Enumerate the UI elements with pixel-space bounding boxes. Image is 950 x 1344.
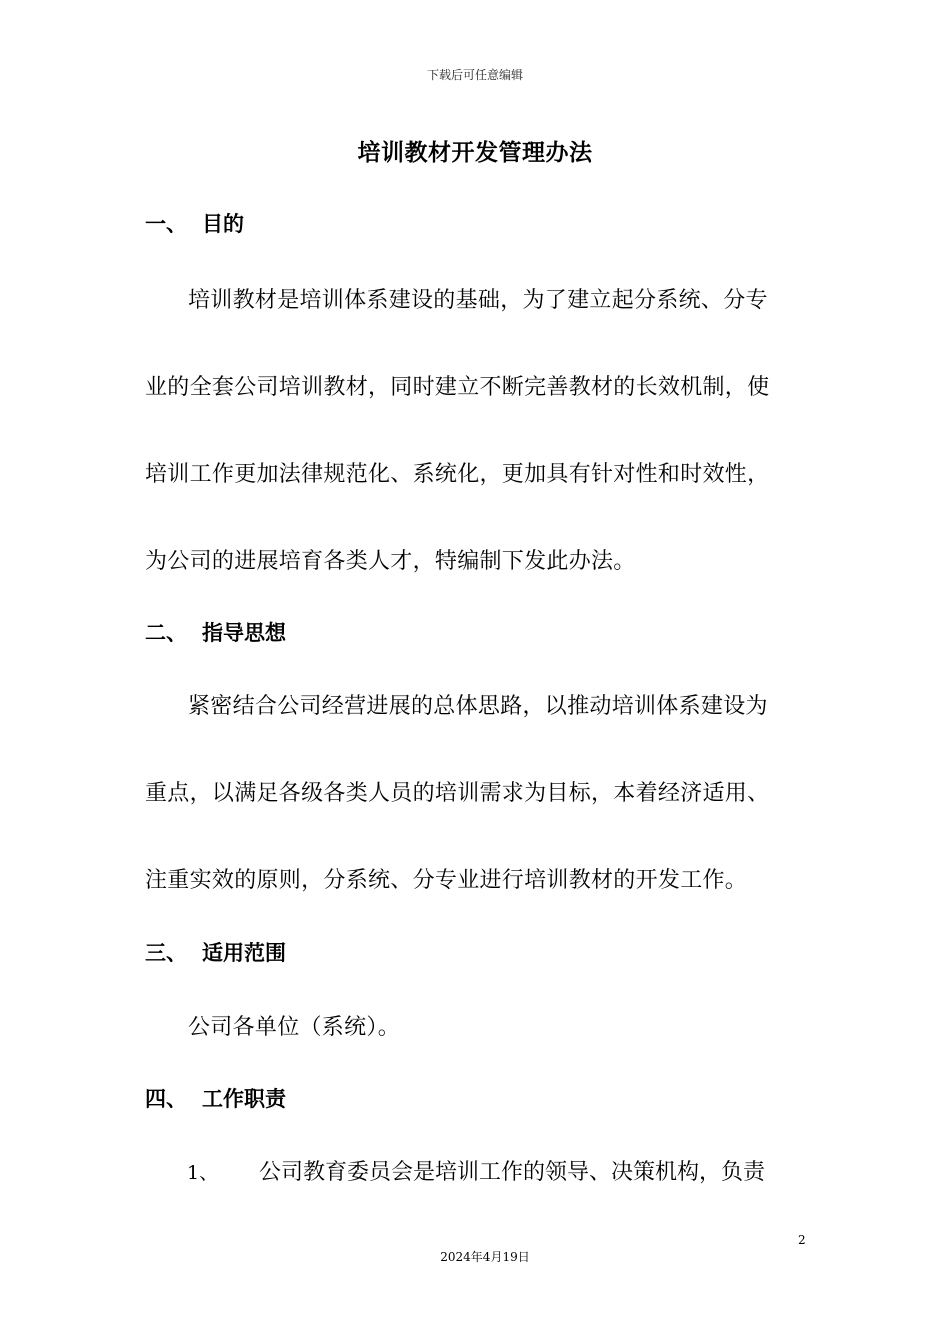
paragraph-line: 业的全套公司培训教材，同时建立不断完善教材的长效机制，使 (145, 375, 770, 400)
document-title: 培训教材开发管理办法 (357, 140, 593, 166)
footer-date: 2024年4月19日 (440, 1250, 530, 1264)
section-heading-purpose (145, 208, 244, 238)
section-heading-guiding-ideology (145, 617, 286, 647)
section-number: 四、 (145, 1087, 187, 1111)
paragraph-line: 培训工作更加法律规范化、系统化，更加具有针对性和时效性， (145, 462, 770, 487)
section-title: 指导思想 (202, 621, 286, 645)
list-item (187, 1155, 765, 1186)
section-title: 工作职责 (202, 1087, 286, 1111)
page-number: 2 (798, 1233, 806, 1247)
paragraph-line: 培训教材是培训体系建设的基础，为了建立起分系统、分专 (188, 288, 768, 313)
section-number: 一、 (145, 212, 187, 236)
paragraph-line: 为公司的进展培育各类人才，特编制下发此办法。 (145, 549, 636, 574)
paragraph-line: 重点，以满足各级各类人员的培训需求为目标，本着经济适用、 (145, 781, 770, 806)
section-number: 二、 (145, 621, 187, 645)
paragraph-line: 注重实效的原则，分系统、分专业进行培训教材的开发工作。 (145, 868, 748, 893)
header-note: 下载后可任意编辑 (426, 68, 523, 82)
list-item-text: 公司教育委员会是培训工作的领导、决策机构，负责 (259, 1160, 766, 1185)
paragraph-line: 公司各单位（系统）。 (188, 1015, 401, 1040)
section-number: 三、 (145, 941, 187, 965)
section-heading-scope (145, 937, 286, 967)
paragraph-line: 紧密结合公司经营进展的总体思路，以推动培训体系建设为 (188, 694, 768, 719)
section-title: 适用范围 (202, 941, 286, 965)
section-title: 目的 (202, 212, 244, 236)
section-heading-responsibilities (145, 1083, 286, 1113)
list-item-number: 1、 (187, 1162, 219, 1184)
